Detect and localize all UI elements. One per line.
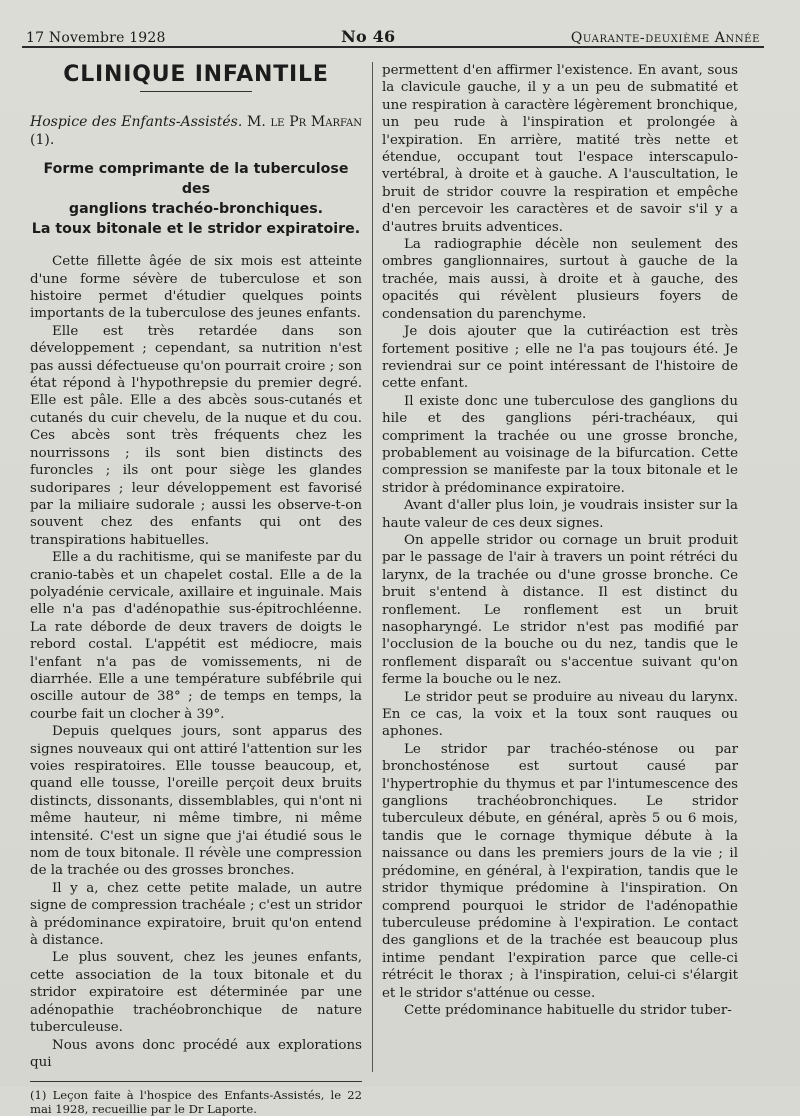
paragraph: permettent d'en affirmer l'existence. En avant, sous la clavicule gauche, il y a un peu de submatité et une respiration à caractère légèrement bronchique, un peu rude à l'inspiration et prolongée à l'expiration. En arrière, matité très nette et étendue, occupant tout l'espace interscapulo-vertébral, à droite et à gauche. A l'auscultation, le bruit de stridor couvre la respiration et empêche d'en percevoir les caractères et de savoir s'il y a d'autres bruits adventices. bbox=[382, 63, 738, 235]
footnote-rule bbox=[30, 1081, 362, 1082]
paragraph: Le plus souvent, chez les jeunes enfants, cette association de la toux bitonale et du stridor expiratoire est déterminée par une adénopathie trachéobronchique de nature tuberculeuse. bbox=[30, 950, 362, 1036]
lesson-title bbox=[30, 159, 362, 239]
footnote: (1) Leçon faite à l'hospice des Enfants-Assistés, le 22 mai 1928, recueillie par le Dr Laporte. bbox=[30, 1088, 362, 1116]
lesson-title-line: La toux bitonale et le stridor expiratoire. bbox=[31, 221, 361, 238]
header-year: Quarante-deuxième Année bbox=[570, 30, 760, 46]
header-date: 17 Novembre 1928 bbox=[26, 30, 166, 46]
paragraph: Il existe donc une tuberculose des ganglions du hile et des ganglions péri-trachéaux, qui compriment la trachée ou une grosse bronche, probablement au voisinage de la bifurcation. Cette compression se manifeste par la toux bitonale et le stridor à prédominance expiratoire. bbox=[382, 393, 738, 496]
lesson-title-line: ganglions trachéo-bronchiques. bbox=[68, 201, 324, 218]
paragraph: On appelle stridor ou cornage un bruit produit par le passage de l'air à travers un point rétréci du larynx, de la trachée ou d'une grosse bronche. Ce bruit s'entend à distance. Il est distinct du ronflement. Le ronflement est un bruit nasopharyngé. Le stridor n'est pas modifié par l'occlusion de la bouche ou du nez, tandis que le ronflement disparaît ou s'accentue suivant qu'on ferme la bouche ou le nez. bbox=[382, 532, 738, 688]
paragraph: Cette fillette âgée de six mois est atteinte d'une forme sévère de tuberculose et son histoire permet d'étudier quelques points importants de la tuberculose des jeunes enfants. bbox=[30, 254, 362, 322]
left-column bbox=[30, 62, 362, 1116]
title-rule bbox=[140, 91, 252, 92]
paragraph: Il y a, chez cette petite malade, un autre signe de compression trachéale ; c'est un stridor à prédominance expiratoire, bruit qu'on entend à distance. bbox=[30, 880, 362, 949]
section-title: CLINIQUE INFANTILE bbox=[63, 62, 329, 87]
paragraph: Depuis quelques jours, sont apparus des signes nouveaux qui ont attiré l'attention sur les voies respiratoires. Elle tousse beaucoup, et, quand elle tousse, l'oreille perçoit deux bruits distincts, dissonants, dissemblables, qui n'ont ni même hauteur, ni même timbre, ni même intensité. C'est un signe que j'ai étudié sous le nom de toux bitonale. Il révèle une compression de la trachée ou des grosses bronches. bbox=[30, 724, 362, 879]
paragraph: Nous avons donc procédé aux explorations qui bbox=[30, 1037, 362, 1070]
byline-author: M. le Pr Marfan (1). bbox=[30, 114, 363, 148]
paragraph: Elle est très retardée dans son développement ; cependant, sa nutrition n'est pas aussi défectueuse qu'on pourrait croire ; son état répond à l'hypothrepsie du premier degré. Elle est pâle. Elle a des abcès sous-cutanés et cutanés du cuir chevelu, de la nuque et du cou. Ces abcès sont très fréquents chez les nourrissons ; ils sont bien distincts des furoncles ; ils ont pour siège les glandes sudoripares ; leur développement est favorisé par la miliaire sudorale ; aussi les observe-t-on souvent chez des enfants qui ont des transpirations habituelles. bbox=[30, 323, 362, 548]
paragraph: Le stridor par trachéo-sténose ou par bronchosténose est surtout causé par l'hypertrophie du thymus et par l'intumescence des ganglions trachéobronchiques. Le stridor tuberculeux débute, en général, après 5 ou 6 mois, tandis que le cornage thymique débute à la naissance ou dans les premiers jours de la vie ; il prédomine, en général, à l'expiration, tandis que le stridor thymique prédomine à l'inspiration. On comprend pourquoi le stridor de l'adénopathie tuberculeuse prédomine à l'expiration. Le contact des ganglions et de la trachée est beaucoup plus intime pendant l'expiration parce que celle-ci rétrécit le thorax ; à l'inspiration, celui-ci s'élargit et le stridor s'atténue ou cesse. bbox=[382, 741, 738, 1001]
paragraph: Le stridor peut se produire au niveau du larynx. En ce cas, la voix et la toux sont rauques ou aphones. bbox=[382, 689, 738, 740]
byline-place: Hospice des Enfants-Assistés. bbox=[30, 114, 243, 131]
paragraph: La radiographie décèle non seulement des ombres ganglionnaires, surtout à gauche de la trachée, mais aussi, à droite et à gauche, des opacités qui révèlent plusieurs foyers de condensation du parenchyme. bbox=[382, 237, 738, 322]
right-column bbox=[382, 62, 738, 1019]
paragraph: Elle a du rachitisme, qui se manifeste par du cranio-tabès et un chapelet costal. Elle a de la polyadénie cervicale, axillaire et inguinale. Mais elle n'a pas d'adénopathie sus-épitrochléenne. La rate déborde de deux travers de doigts le rebord costal. L'appétit est médiocre, mais l'enfant n'a pas de vomissements, ni de diarrhée. Elle a une température subfébrile qui oscille autour de 38° ; de temps en temps, la courbe fait un clocher à 39°. bbox=[30, 550, 362, 722]
paragraph: Avant d'aller plus loin, je voudrais insister sur la haute valeur de ces deux signes. bbox=[382, 498, 738, 531]
paragraph: Je dois ajouter que la cutiréaction est très fortement positive ; elle ne l'a pas toujours été. Je reviendrai sur ce point intéressant de l'histoire de cette enfant. bbox=[382, 324, 738, 392]
column-divider bbox=[372, 62, 373, 1072]
lesson-title-line: Forme comprimante de la tuberculose des bbox=[43, 161, 349, 198]
running-header bbox=[26, 18, 760, 46]
paragraph: Cette prédominance habituelle du stridor tuber- bbox=[404, 1002, 732, 1018]
byline bbox=[30, 114, 362, 149]
header-issue-number: No 46 bbox=[341, 27, 396, 46]
header-rule bbox=[22, 46, 764, 48]
